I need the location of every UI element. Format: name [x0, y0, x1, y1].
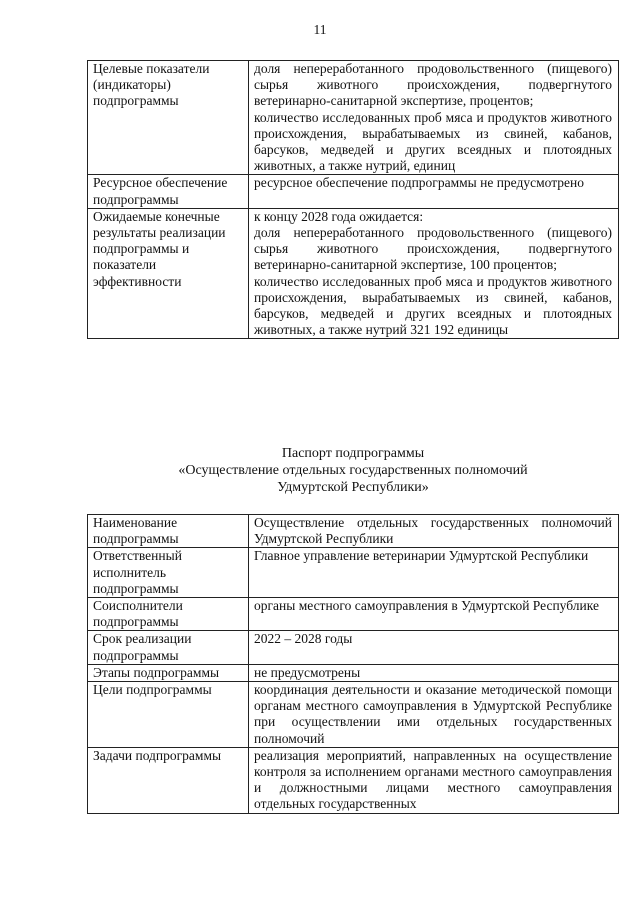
row-value: [249, 598, 619, 631]
value-paragraph: доля непереработанного продовольственного (пищевого) сырья животного происхождения, подвергнутого ветеринарно-санитарной экспертизе, 100 процентов;: [254, 225, 612, 273]
row-value: [249, 664, 619, 681]
value-paragraph: 2022 – 2028 годы: [254, 631, 353, 647]
row-label: Цели подпрограммы: [88, 682, 249, 748]
row-value: [249, 747, 619, 813]
table-row: [88, 682, 619, 748]
value-paragraph: не предусмотрены: [254, 664, 361, 680]
value-paragraph: координация деятельности и оказание методической помощи органам местного самоуправления в Удмуртской Республике при осуществлении ими отдельных государственных полномочий: [254, 682, 612, 746]
row-label: Ожидаемые конечные результаты реализации подпрограммы и показатели эффективности: [88, 208, 249, 339]
row-label: Ресурсное обеспечение подпрограммы: [88, 175, 249, 208]
value-paragraph: к концу 2028 года ожидается:: [254, 208, 424, 224]
page-number: 11: [313, 22, 327, 37]
heading-line: Удмуртской Республики»: [277, 480, 429, 495]
row-value: [249, 515, 619, 548]
value-paragraph: количество исследованных проб мяса и продуктов животного происхождения, вырабатываемых из свиней, кабанов, барсуков, медведей и других всеядных и плотоядных животных, а также нутрий, единиц: [254, 109, 612, 174]
row-label: Этапы подпрограммы: [88, 664, 249, 681]
passport-table-continued: [87, 60, 619, 339]
row-label: Задачи подпрограммы: [88, 747, 249, 813]
table-row: [88, 598, 619, 631]
heading-line: «Осуществление отдельных государственных полномочий: [178, 463, 528, 478]
value-paragraph: Главное управление ветеринарии Удмуртской Республики: [254, 548, 589, 564]
table-row: [88, 664, 619, 681]
table-row: [88, 747, 619, 813]
row-value: [249, 208, 619, 339]
heading-line: Паспорт подпрограммы: [281, 446, 425, 461]
value-paragraph: органы местного самоуправления в Удмуртской Республике: [254, 598, 599, 614]
row-value: [249, 61, 619, 175]
table-row: [88, 175, 619, 208]
row-value: [249, 682, 619, 748]
value-paragraph: доля непереработанного продовольственного (пищевого) сырья животного происхождения, подвергнутого ветеринарно-санитарной экспертизе, процентов;: [254, 61, 612, 109]
row-value: [249, 175, 619, 208]
row-label: Соисполнители подпрограммы: [88, 598, 249, 631]
table-row: [88, 631, 619, 664]
row-value: [249, 548, 619, 598]
table-row: [88, 208, 619, 339]
value-paragraph: Осуществление отдельных государственных полномочий Удмуртской Республики: [254, 515, 612, 547]
row-label: Целевые показатели (индикаторы) подпрограммы: [88, 61, 249, 175]
table-row: [88, 61, 619, 175]
value-paragraph: количество исследованных проб мяса и продуктов животного происхождения, вырабатываемых из свиней, кабанов, барсуков, медведей и других всеядных и плотоядных животных, а также нутрий 321 192 единицы: [254, 273, 612, 338]
table-row: [88, 548, 619, 598]
row-label: Срок реализации подпрограммы: [88, 631, 249, 664]
subprogram-passport-heading: [87, 445, 619, 496]
value-paragraph: ресурсное обеспечение подпрограммы не предусмотрено: [254, 175, 585, 191]
value-paragraph: реализация мероприятий, направленных на осуществление контроля за исполнением органами местного самоуправления и должностными лицами местного самоуправления отдельных государственных: [254, 747, 612, 812]
table-row: [88, 515, 619, 548]
row-label: Наименование подпрограммы: [88, 515, 249, 548]
row-value: [249, 631, 619, 664]
subprogram-passport-table: [87, 514, 619, 814]
row-label: Ответственный исполнитель подпрограммы: [88, 548, 249, 598]
